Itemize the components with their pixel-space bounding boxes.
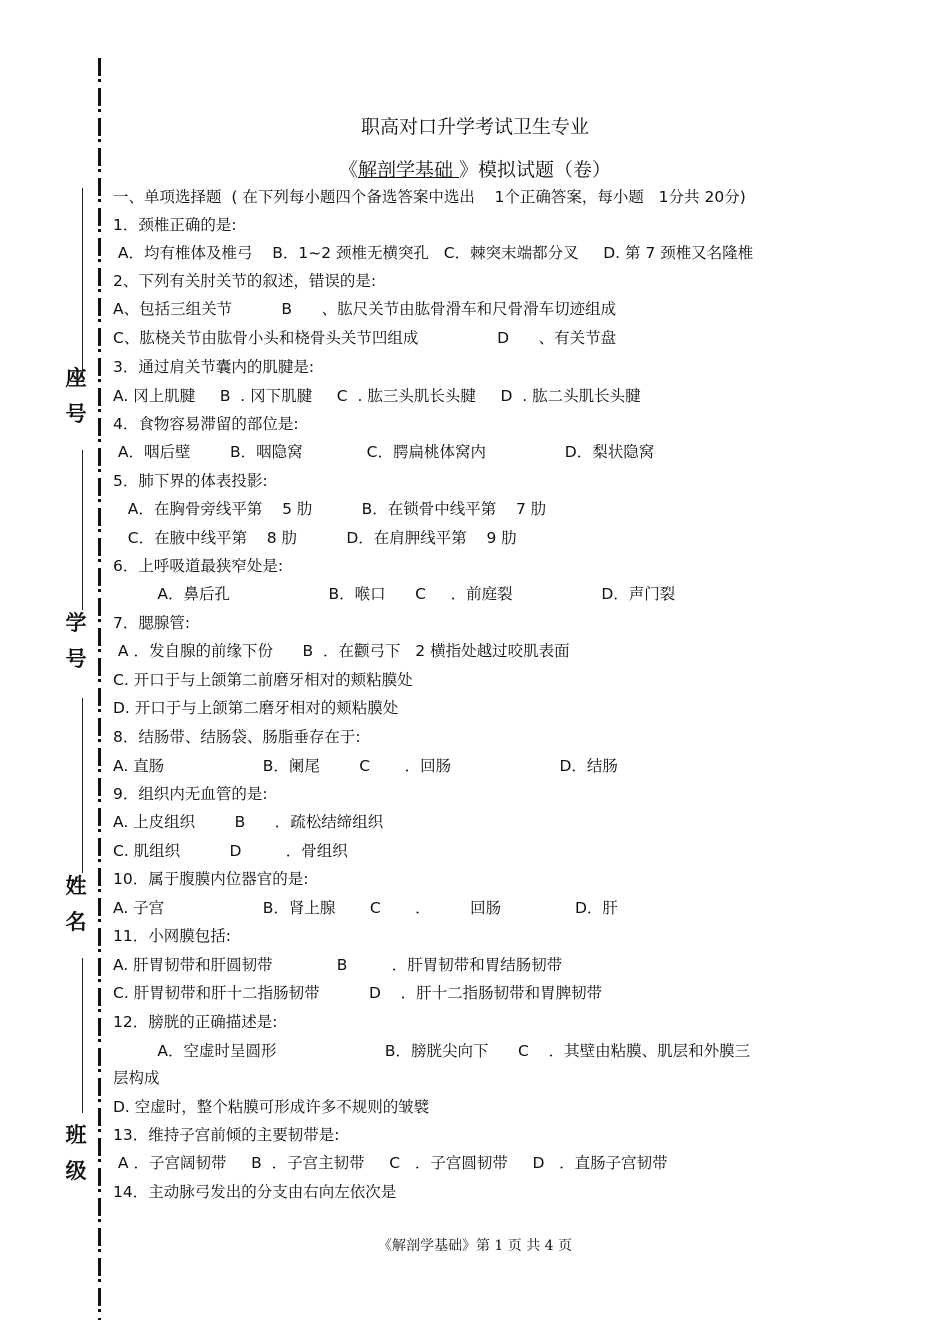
binding-dash	[98, 1258, 101, 1276]
binding-dash-line	[96, 58, 102, 1320]
question-line: C. 肌组织 D ．骨组织	[113, 842, 348, 860]
binding-dash	[98, 658, 101, 676]
subtitle-close: 》模拟试题（卷）	[459, 159, 612, 181]
question-line: 14．主动脉弓发出的分支由右向左依次是	[113, 1183, 397, 1201]
binding-dot	[98, 799, 101, 802]
binding-dash	[98, 58, 101, 76]
binding-dash	[98, 1108, 101, 1126]
student-id-text: 学号	[65, 611, 87, 671]
binding-dot	[98, 1189, 101, 1192]
binding-dot	[98, 649, 101, 652]
question-line: A．均有椎体及椎弓 B．1~2 颈椎无横突孔 C．棘突末端都分叉 D. 第 7 颈椎又名隆椎	[113, 244, 754, 262]
name-text: 姓名	[65, 874, 87, 934]
binding-dash	[98, 598, 101, 616]
binding-dot	[98, 1219, 101, 1222]
binding-dash	[98, 778, 101, 796]
question-line: A．鼻后孔 B．喉口 C ．前庭裂 D．声门裂	[113, 585, 676, 603]
question-line: A．咽后壁 B．咽隐窝 C．腭扁桃体窝内 D．梨状隐窝	[113, 443, 655, 461]
binding-dot	[98, 739, 101, 742]
binding-dash	[98, 358, 101, 376]
binding-dash	[98, 1318, 101, 1320]
binding-dot	[98, 529, 101, 532]
binding-dash	[98, 328, 101, 346]
student-id-label	[58, 605, 94, 677]
binding-dot	[98, 499, 101, 502]
section-heading: 一、单项选择题 ( 在下列每小题四个备选答案中选出 1个正确答案，每小题 1分共 20分)	[113, 188, 746, 206]
binding-dash	[98, 508, 101, 526]
binding-dash	[98, 88, 101, 106]
binding-dash	[98, 268, 101, 286]
binding-dot	[98, 1279, 101, 1282]
binding-dash	[98, 838, 101, 856]
binding-dot	[98, 1099, 101, 1102]
exam-subtitle	[0, 155, 950, 182]
question-line: 3．通过肩关节囊内的肌腱是:	[113, 358, 315, 376]
binding-dash	[98, 688, 101, 706]
binding-dot	[98, 709, 101, 712]
question-line: 6．上呼吸道最狭窄处是:	[113, 557, 284, 575]
binding-dash	[98, 958, 101, 976]
question-line: 9．组织内无血管的是:	[113, 785, 268, 803]
binding-dash	[98, 748, 101, 766]
binding-dot	[98, 1069, 101, 1072]
subtitle-course: 解剖学基础	[357, 159, 460, 181]
class-label	[58, 1117, 94, 1189]
binding-dash	[98, 208, 101, 226]
binding-dot	[98, 1009, 101, 1012]
binding-dot	[98, 829, 101, 832]
binding-dash	[98, 568, 101, 586]
question-line: 7．腮腺管:	[113, 614, 191, 632]
binding-dash	[98, 478, 101, 496]
binding-dot	[98, 289, 101, 292]
seat-number-label	[58, 360, 94, 432]
binding-dot	[98, 949, 101, 952]
name-label	[58, 868, 94, 940]
binding-dot	[98, 679, 101, 682]
question-line: 12．膀胱的正确描述是:	[113, 1013, 278, 1031]
binding-dash	[98, 928, 101, 946]
binding-dot	[98, 979, 101, 982]
class-text: 班级	[65, 1123, 87, 1183]
binding-dash	[98, 718, 101, 736]
question-line: D. 开口于与上颌第二磨牙相对的颊粘膜处	[113, 699, 399, 717]
question-line: A. 上皮组织 B ．疏松结缔组织	[113, 813, 384, 831]
binding-dash	[98, 1138, 101, 1156]
student-id-rule	[82, 450, 83, 610]
class-rule	[82, 958, 83, 1113]
question-line: A、包括三组关节 B 、肱尺关节由肱骨滑车和尺骨滑车切迹组成	[113, 300, 617, 318]
binding-dash	[98, 238, 101, 256]
binding-dash	[98, 1288, 101, 1306]
question-line: A. 子宫 B．肾上腺 C ． 回肠 D．肝	[113, 899, 618, 917]
binding-dot	[98, 1159, 101, 1162]
question-line: 13．维持子宫前倾的主要韧带是:	[113, 1126, 340, 1144]
question-line: A ．发自腺的前缘下份 B ．在颧弓下 2 横指处越过咬肌表面	[113, 642, 570, 660]
question-line: A ．子宫阔韧带 B ．子宫主韧带 C ．子宫圆韧带 D ．直肠子宫韧带	[113, 1154, 668, 1172]
binding-dot	[98, 229, 101, 232]
binding-dot	[98, 889, 101, 892]
binding-dash	[98, 1168, 101, 1186]
binding-dot	[98, 349, 101, 352]
question-line: C. 开口于与上颌第二前磨牙相对的颊粘膜处	[113, 671, 413, 689]
binding-dash	[98, 418, 101, 436]
question-line: 1．颈椎正确的是:	[113, 216, 237, 234]
binding-dot	[98, 1309, 101, 1312]
question-line: 2、下列有关肘关节的叙述，错误的是:	[113, 272, 377, 290]
binding-dot	[98, 439, 101, 442]
binding-dot	[98, 469, 101, 472]
binding-dot	[98, 619, 101, 622]
binding-dot	[98, 1129, 101, 1132]
seat-number-rule	[82, 188, 83, 378]
binding-dash	[98, 898, 101, 916]
binding-dash	[98, 388, 101, 406]
binding-dash	[98, 628, 101, 646]
question-line: C. 肝胃韧带和肝十二指肠韧带 D ．肝十二指肠韧带和胃脾韧带	[113, 984, 603, 1002]
binding-dot	[98, 409, 101, 412]
binding-dot	[98, 259, 101, 262]
binding-dot	[98, 769, 101, 772]
binding-dot	[98, 859, 101, 862]
question-line: A．在胸骨旁线平第 5 肋 B．在锁骨中线平第 7 肋	[113, 500, 547, 518]
binding-dot	[98, 199, 101, 202]
question-line: A. 直肠 B．阑尾 C ．回肠 D．结肠	[113, 757, 618, 775]
binding-dash	[98, 868, 101, 886]
binding-dot	[98, 919, 101, 922]
page-footer: 《解剖学基础》第 1 页 共 4 页	[377, 1238, 573, 1254]
binding-dash	[98, 1018, 101, 1036]
question-line: 层构成	[113, 1069, 160, 1087]
question-line: 5．肺下界的体表投影:	[113, 472, 268, 490]
question-line: C、肱桡关节由肱骨小头和桡骨头关节凹组成 D 、有关节盘	[113, 329, 617, 347]
binding-dot	[98, 379, 101, 382]
binding-dot	[98, 559, 101, 562]
binding-dash	[98, 538, 101, 556]
binding-dot	[98, 319, 101, 322]
question-line: 8．结肠带、结肠袋、肠脂垂存在于:	[113, 728, 361, 746]
binding-dash	[98, 988, 101, 1006]
subtitle-open: 《	[338, 159, 358, 181]
question-line: 4．食物容易滞留的部位是:	[113, 415, 299, 433]
question-line: D. 空虚时，整个粘膜可形成许多不规则的皱襞	[113, 1098, 430, 1116]
question-line: 11．小网膜包括:	[113, 927, 231, 945]
binding-dash	[98, 1048, 101, 1066]
binding-dot	[98, 1039, 101, 1042]
question-line: A. 肝胃韧带和肝圆韧带 B ．肝胃韧带和胃结肠韧带	[113, 956, 563, 974]
binding-dash	[98, 448, 101, 466]
question-line: A．空虚时呈圆形 B．膀胱尖向下 C ．其壁由粘膜、肌层和外膜三	[113, 1042, 751, 1060]
question-line: 10．属于腹膜内位器官的是:	[113, 870, 309, 888]
binding-dash	[98, 298, 101, 316]
binding-dash	[98, 808, 101, 826]
binding-dot	[98, 79, 101, 82]
binding-dash	[98, 1198, 101, 1216]
seat-number-text: 座号	[65, 366, 87, 426]
question-line: C．在腋中线平第 8 肋 D．在肩胛线平第 9 肋	[113, 529, 517, 547]
binding-dot	[98, 139, 101, 142]
binding-dash	[98, 1078, 101, 1096]
exam-title: 职高对口升学考试卫生专业	[360, 116, 589, 138]
question-line: A. 冈上肌腱 B . 冈下肌腱 C . 肱三头肌长头腱 D . 肱二头肌长头腱	[113, 387, 641, 405]
binding-dot	[98, 589, 101, 592]
name-rule	[82, 698, 83, 873]
